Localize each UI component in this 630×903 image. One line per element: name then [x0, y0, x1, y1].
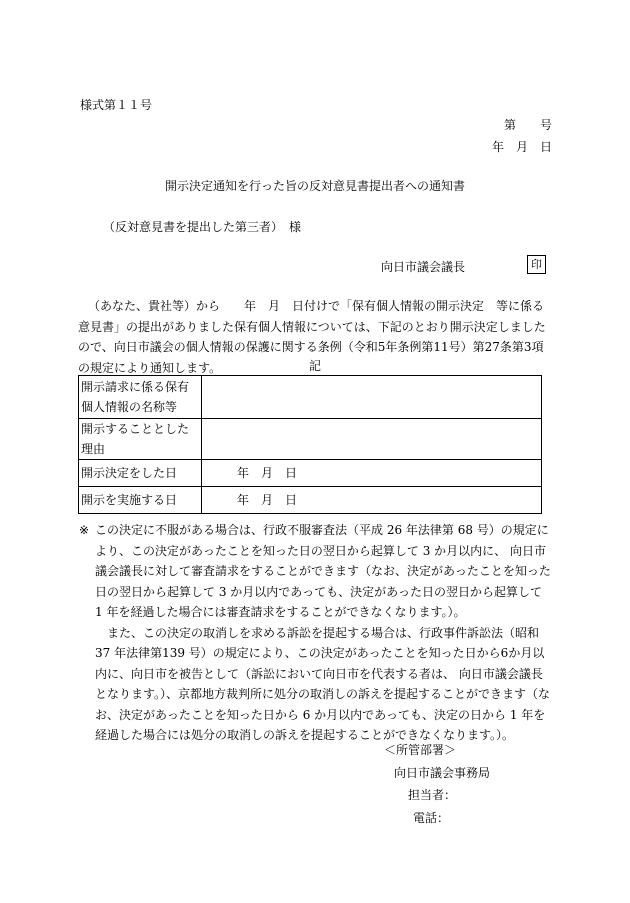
info-table: [78, 375, 542, 514]
document-title: 開示決定通知を行った旨の反対意見書提出者への通知書: [164, 179, 465, 193]
addressee: （反対意見書を提出した第三者） 様: [103, 220, 302, 234]
seal-box: [527, 255, 546, 274]
document-date: 年 月 日: [491, 140, 552, 154]
row-value: [202, 419, 542, 460]
seal-text: 印: [531, 258, 542, 271]
ki-heading: 記: [308, 359, 321, 373]
row-value: 年 月 日: [202, 460, 542, 487]
table-row: [79, 376, 542, 419]
document-number: 第 号: [503, 118, 552, 132]
sender: 向日市議会議長: [381, 260, 466, 274]
row-label: 開示を実施する日: [79, 487, 202, 514]
row-label: 開示することとした理由: [79, 419, 202, 460]
table-row: [79, 419, 542, 460]
row-label: 開示決定をした日: [79, 460, 202, 487]
row-label: 開示請求に係る保有個人情報の名称等: [79, 376, 202, 419]
form-number: 様式第１１号: [80, 98, 153, 112]
contact-office: 向日市議会事務局: [394, 766, 491, 780]
note-paragraph-1: この決定に不服がある場合は、行政不服審査法（平成 26 年法律第 68 号）の規定により、この決定があったことを知った日の翌日から起算して 3 か月以内に、 向日市議会議長に対して審査請求をすることができます（なお、決定があったことを知った日の翌日から起算して 3 か月以内であっても、決定があった日の翌日から起算して 1 年を経過した場合には審査請求をすることができなくなります。）。: [95, 523, 551, 619]
row-value: [202, 376, 542, 419]
table-row: [79, 487, 542, 514]
note-paragraph-2: また、この決定の取消しを求める訴訟を提起する場合は、行政事件訴訟法（昭和 37 年法律第139 号）の規定により、この決定があったことを知った日から6か月以内に、向日市を被告として（訴訟において向日市を代表する者は、 向日市議会議長となります。）、京都地方裁判所に処分の取消しの訴えを提起することができます（なお、決定があったことを知った日から 6 か月以内であっても、決定の日から 1 年を経過した場合には処分の取消しの訴えを提起することができなくなります。）。: [95, 625, 551, 742]
note-section: [79, 520, 553, 746]
body-paragraph: （あなた、貴社等）から 年 月 日付けで「保有個人情報の開示決定 等に係る意見書」の提出がありました保有個人情報については、下記のとおり開示決定しましたので、向日市議会の個人情報の保護に関する条例（令和5年条例第11号）第27条第3項の規定により通知します。: [78, 299, 546, 375]
note-mark: ※: [79, 523, 90, 537]
contact-tel: 電話：: [413, 811, 450, 825]
contact-dept: ＜所管部署＞: [384, 743, 457, 757]
row-value: 年 月 日: [202, 487, 542, 514]
contact-person: 担当者：: [408, 788, 457, 802]
table-row: [79, 460, 542, 487]
